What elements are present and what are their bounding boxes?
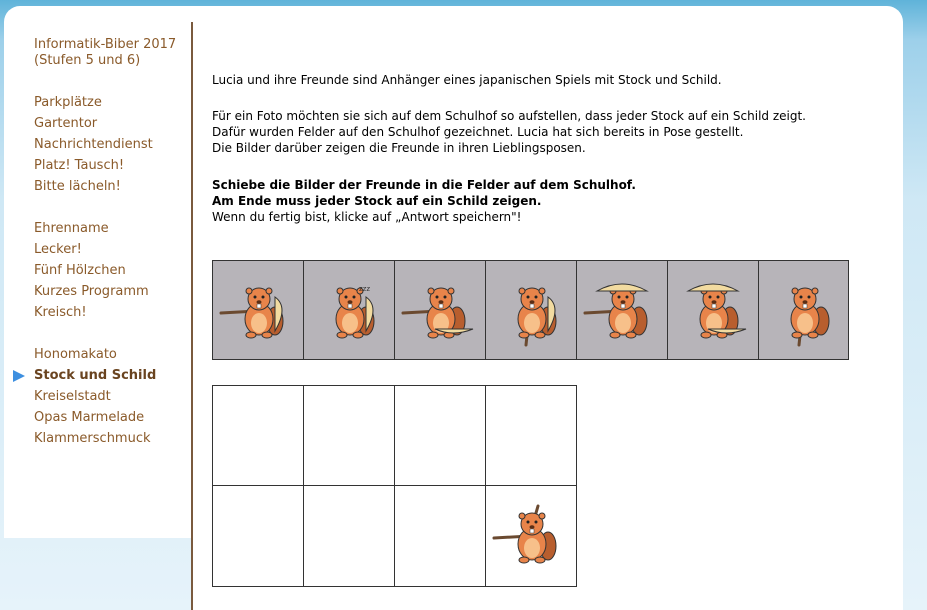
nav-item-kreisch[interactable]: Kreisch! — [34, 305, 87, 320]
instruction-line-2: Am Ende muss jeder Stock auf ein Schild zeigen. — [212, 194, 542, 208]
grid-cell-r1-c3[interactable] — [395, 386, 486, 486]
grid-cell-r1-c4[interactable] — [486, 386, 577, 486]
nav-item-klammerschmuck[interactable]: Klammerschmuck — [34, 431, 151, 446]
pool-card-5[interactable] — [577, 261, 668, 359]
pool-card-1[interactable] — [213, 261, 304, 359]
pool-card-4[interactable] — [486, 261, 577, 359]
task-text-line-3: Die Bilder darüber zeigen die Freunde in ihren Lieblingsposen. — [212, 141, 586, 155]
beaver-stick-left-shield-top-icon — [577, 261, 668, 359]
beaver-stick-left-shield-bottom-icon — [395, 261, 486, 359]
grid-cell-r1-c2[interactable] — [304, 386, 395, 486]
instruction-line-1: Schiebe die Bilder der Freunde in die Felder auf dem Schulhof. — [212, 178, 636, 192]
nav-item-lecker[interactable]: Lecker! — [34, 242, 82, 257]
beaver-shield-top-shield-bottom-icon — [668, 261, 759, 359]
pool-card-7[interactable] — [759, 261, 850, 359]
pool-card-6[interactable] — [668, 261, 759, 359]
nav-item-honomakato[interactable]: Honomakato — [34, 347, 117, 362]
beaver-stick-down-shield-right-icon — [486, 261, 577, 359]
nav-item-gartentor[interactable]: Gartentor — [34, 116, 98, 131]
grid-cell-r2-c1[interactable] — [213, 486, 304, 586]
nav-item-parkplätze[interactable]: Parkplätze — [34, 95, 102, 110]
contest-subtitle-line: (Stufen 5 und 6) — [34, 53, 141, 68]
nav-item-kurzes-programm[interactable]: Kurzes Programm — [34, 284, 149, 299]
nav-item-kreiselstadt[interactable]: Kreiselstadt — [34, 389, 111, 404]
grid-cell-r1-c1[interactable] — [213, 386, 304, 486]
grid-cell-r2-c2[interactable] — [304, 486, 395, 586]
svg-text:zzz: zzz — [359, 285, 371, 293]
task-text-line-2: Dafür wurden Felder auf den Schulhof gezeichnet. Lucia hat sich bereits in Pose gestellt. — [212, 125, 744, 139]
nav-item-opas-marmelade[interactable]: Opas Marmelade — [34, 410, 145, 425]
nav-item-platz-tausch[interactable]: Platz! Tausch! — [34, 158, 125, 173]
instruction-line-3: Wenn du fertig bist, klicke auf „Antwort speichern"! — [212, 210, 522, 224]
active-triangle-icon — [12, 369, 26, 383]
lucia-stick-up-stick-left-icon — [486, 486, 577, 584]
nav-item-nachrichtendienst[interactable]: Nachrichtendienst — [34, 137, 153, 152]
grid-cell-r2-c4[interactable] — [486, 486, 577, 586]
beaver-stick-down-icon — [759, 261, 850, 359]
nav-item-stock-und-schild[interactable]: Stock und Schild — [34, 368, 157, 383]
pool-card-3[interactable] — [395, 261, 486, 359]
task-text-line-1: Für ein Foto möchten sie sich auf dem Schulhof so aufstellen, dass jeder Stock auf ein Schild zeigt. — [212, 109, 806, 123]
picture-pool — [212, 260, 849, 360]
task-intro: Lucia und ihre Freunde sind Anhänger eines japanischen Spiels mit Stock und Schild. — [212, 73, 722, 87]
nav-item-fünf-hölzchen[interactable]: Fünf Hölzchen — [34, 263, 126, 278]
nav-item-bitte-lächeln[interactable]: Bitte lächeln! — [34, 179, 121, 194]
schoolyard-grid — [212, 385, 577, 587]
nav-item-ehrenname[interactable]: Ehrenname — [34, 221, 109, 236]
contest-title — [34, 37, 184, 69]
beaver-stick-left-shield-right-icon — [213, 261, 304, 359]
grid-cell-r2-c3[interactable] — [395, 486, 486, 586]
beaver-sleeping-shield-right-icon — [304, 261, 395, 359]
pool-card-2[interactable] — [304, 261, 395, 359]
contest-title-line: Informatik-Biber 2017 — [34, 37, 177, 52]
